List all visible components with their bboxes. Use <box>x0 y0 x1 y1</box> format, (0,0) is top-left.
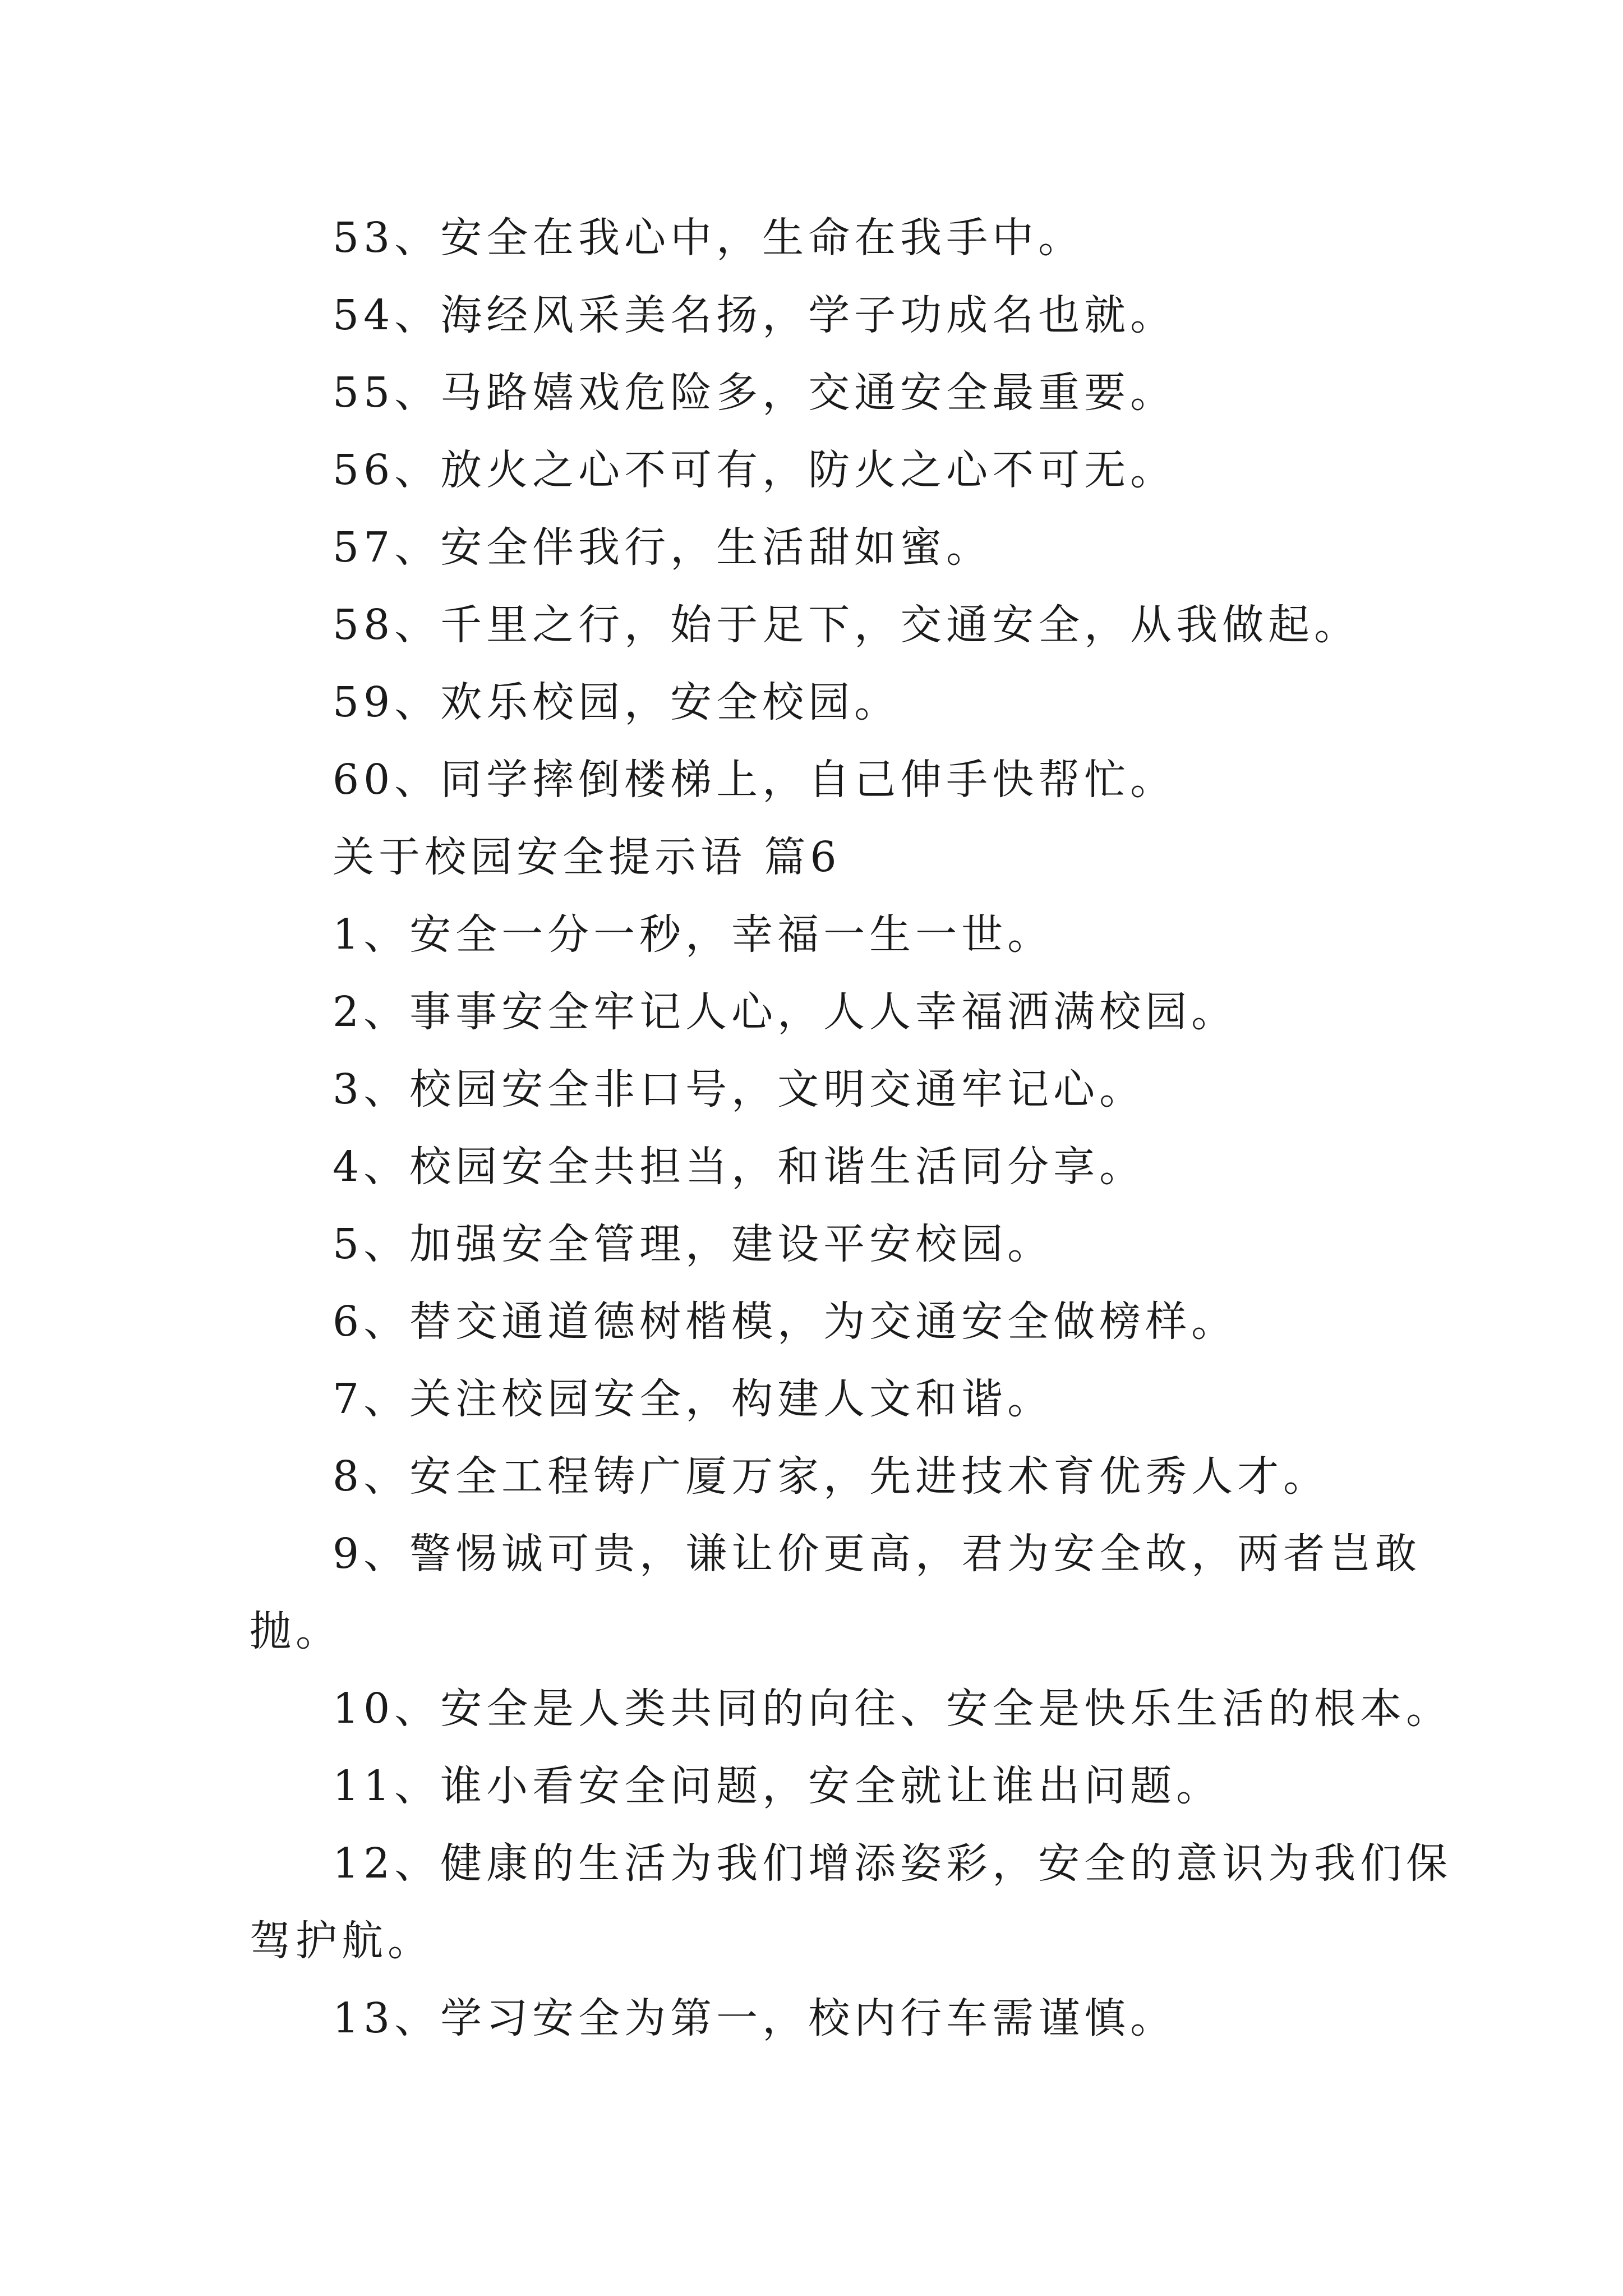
list-item-9: 9、警惕诚可贵，谦让价更高，君为安全故，两者岂敢 <box>333 1530 1422 1578</box>
list-item-12-continued: 驾护航。 <box>250 1917 434 1965</box>
list-item-2: 2、事事安全牢记人心，人人幸福洒满校园。 <box>333 988 1238 1036</box>
list-item-1: 1、安全一分一秒，幸福一生一世。 <box>333 910 1054 959</box>
list-item-11: 11、谁小看安全问题，安全就让谁出问题。 <box>333 1762 1223 1810</box>
list-item-10: 10、安全是人类共同的向往、安全是快乐生活的根本。 <box>333 1685 1453 1733</box>
list-item-7: 7、关注校园安全，构建人文和谐。 <box>333 1375 1054 1423</box>
list-item-57: 57、安全伴我行，生活甜如蜜。 <box>333 523 993 572</box>
list-item-4: 4、校园安全共担当，和谐生活同分享。 <box>333 1143 1146 1191</box>
list-item-56: 56、放火之心不可有，防火之心不可无。 <box>333 446 1177 494</box>
list-item-8: 8、安全工程铸广厦万家，先进技术育优秀人才。 <box>333 1452 1330 1501</box>
list-item-54: 54、海经风采美名扬，学子功成名也就。 <box>333 291 1177 339</box>
list-item-59: 59、欢乐校园，安全校园。 <box>333 678 901 726</box>
section-heading: 关于校园安全提示语 篇6 <box>333 833 841 881</box>
list-item-55: 55、马路嬉戏危险多，交通安全最重要。 <box>333 369 1177 417</box>
list-item-58: 58、千里之行，始于足下，交通安全，从我做起。 <box>333 601 1361 649</box>
list-item-9-continued: 抛。 <box>250 1607 342 1655</box>
list-item-60: 60、同学摔倒楼梯上，自己伸手快帮忙。 <box>333 756 1177 804</box>
list-item-6: 6、替交通道德树楷模，为交通安全做榜样。 <box>333 1297 1238 1346</box>
list-item-3: 3、校园安全非口号，文明交通牢记心。 <box>333 1065 1146 1114</box>
list-item-13: 13、学习安全为第一，校内行车需谨慎。 <box>333 1994 1177 2042</box>
list-item-12: 12、健康的生活为我们增添姿彩，安全的意识为我们保 <box>333 1839 1453 1888</box>
list-item-53: 53、安全在我心中，生命在我手中。 <box>333 214 1085 262</box>
document-body <box>250 199 1453 2057</box>
list-item-5: 5、加强安全管理，建设平安校园。 <box>333 1220 1054 1268</box>
